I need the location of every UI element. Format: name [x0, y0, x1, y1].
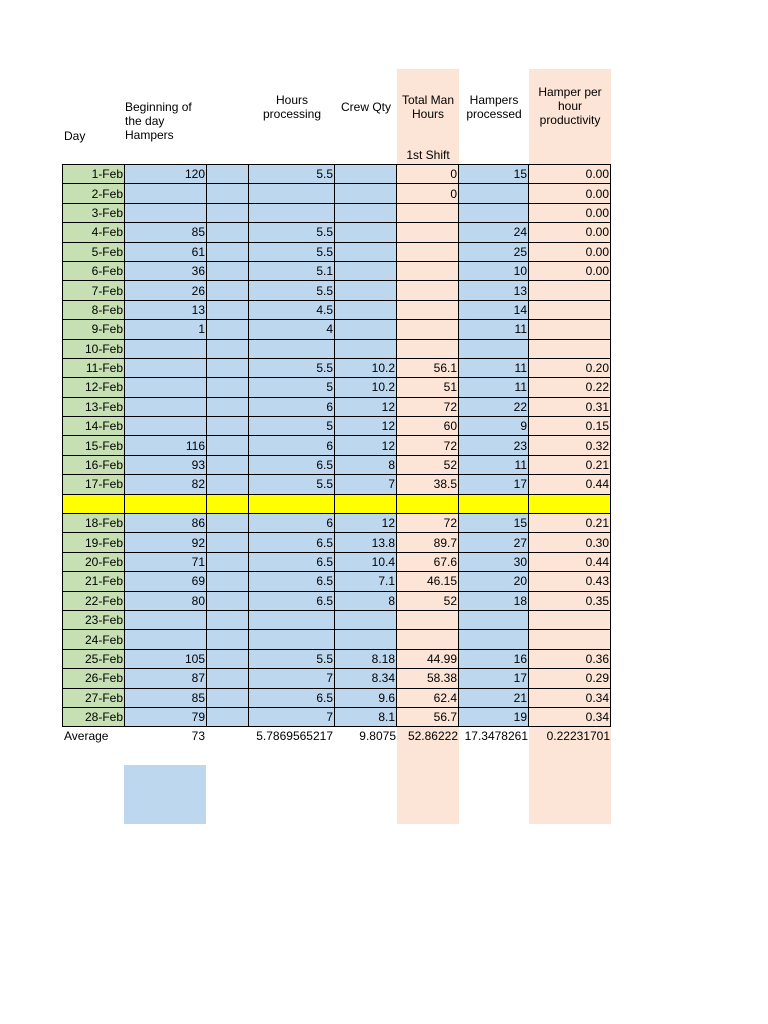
cell-productivity[interactable]	[529, 339, 611, 358]
cell-productivity[interactable]: 0.21	[529, 514, 611, 533]
cell-total-man-hours[interactable]: 72	[397, 397, 459, 416]
cell-blank[interactable]	[207, 378, 249, 397]
cell-total-man-hours[interactable]: 62.4	[397, 688, 459, 707]
cell-blank[interactable]	[207, 707, 249, 726]
cell-total-man-hours[interactable]	[397, 610, 459, 629]
cell-blank[interactable]	[207, 358, 249, 377]
table-row	[63, 455, 611, 474]
cell-hampers-processed[interactable]: 10	[459, 261, 529, 280]
cell-productivity[interactable]: 0.00	[529, 223, 611, 242]
cell-total-man-hours[interactable]	[397, 242, 459, 261]
cell-crew-qty[interactable]	[335, 203, 397, 222]
cell-productivity[interactable]: 0.31	[529, 397, 611, 416]
cell-total-man-hours[interactable]	[397, 300, 459, 319]
cell-productivity[interactable]: 0.00	[529, 184, 611, 203]
cell-crew-qty[interactable]	[335, 320, 397, 339]
cell-hampers-processed[interactable]: 23	[459, 436, 529, 455]
cell-day[interactable]: 21-Feb	[63, 572, 125, 591]
cell-beginning-hampers[interactable]: 116	[125, 436, 207, 455]
cell-blank[interactable]	[207, 242, 249, 261]
table-row	[63, 261, 611, 280]
cell-beginning-hampers[interactable]	[125, 378, 207, 397]
cell-total-man-hours[interactable]	[397, 339, 459, 358]
cell-day[interactable]: 6-Feb	[63, 261, 125, 280]
table-row	[63, 320, 611, 339]
cell-beginning-hampers[interactable]	[125, 610, 207, 629]
cell-beginning-hampers[interactable]	[125, 184, 207, 203]
cell-crew-qty[interactable]: 8.18	[335, 649, 397, 668]
cell-hampers-processed[interactable]: 22	[459, 397, 529, 416]
cell-beginning-hampers[interactable]	[125, 203, 207, 222]
cell-productivity[interactable]: 0.30	[529, 533, 611, 552]
cell-beginning-hampers[interactable]	[125, 494, 207, 513]
cell-crew-qty[interactable]: 13.8	[335, 533, 397, 552]
cell-hours-processing[interactable]: 6.5	[249, 572, 335, 591]
cell-blank[interactable]	[207, 669, 249, 688]
cell-day[interactable]: 19-Feb	[63, 533, 125, 552]
table-row	[63, 397, 611, 416]
cell-total-man-hours[interactable]: 52	[397, 591, 459, 610]
cell-hours-processing[interactable]: 6	[249, 436, 335, 455]
cell-hampers-processed[interactable]: 24	[459, 223, 529, 242]
cell-hours-processing[interactable]	[249, 184, 335, 203]
cell-crew-qty[interactable]: 10.2	[335, 378, 397, 397]
cell-hours-processing[interactable]: 5.5	[249, 358, 335, 377]
cell-total-man-hours[interactable]	[397, 203, 459, 222]
table-row	[63, 184, 611, 203]
cell-hampers-processed[interactable]: 18	[459, 591, 529, 610]
cell-day[interactable]	[63, 494, 125, 513]
cell-hampers-processed[interactable]: 11	[459, 358, 529, 377]
cell-crew-qty[interactable]: 12	[335, 397, 397, 416]
cell-blank[interactable]	[207, 320, 249, 339]
cell-blank[interactable]	[207, 417, 249, 436]
cell-day[interactable]: 24-Feb	[63, 630, 125, 649]
cell-productivity[interactable]: 0.00	[529, 242, 611, 261]
cell-productivity[interactable]: 0.22	[529, 378, 611, 397]
cell-hours-processing[interactable]: 5	[249, 378, 335, 397]
cell-hampers-processed[interactable]: 15	[459, 514, 529, 533]
header-beginning: Beginning of the day Hampers	[125, 100, 192, 142]
table-row	[63, 203, 611, 222]
cell-hampers-processed[interactable]: 27	[459, 533, 529, 552]
cell-day[interactable]: 1-Feb	[63, 165, 125, 184]
average-total-man-hours: 52.86222	[407, 729, 458, 743]
cell-total-man-hours[interactable]: 38.5	[397, 475, 459, 494]
cell-crew-qty[interactable]	[335, 494, 397, 513]
cell-hampers-processed[interactable]: 11	[459, 378, 529, 397]
cell-productivity[interactable]	[529, 320, 611, 339]
cell-beginning-hampers[interactable]: 79	[125, 707, 207, 726]
cell-blank[interactable]	[207, 203, 249, 222]
cell-crew-qty[interactable]	[335, 184, 397, 203]
cell-hours-processing[interactable]: 4.5	[249, 300, 335, 319]
table-row	[63, 242, 611, 261]
cell-hours-processing[interactable]: 5.5	[249, 165, 335, 184]
cell-total-man-hours[interactable]: 67.6	[397, 552, 459, 571]
cell-blank[interactable]	[207, 300, 249, 319]
cell-beginning-hampers[interactable]: 13	[125, 300, 207, 319]
cell-hampers-processed[interactable]: 9	[459, 417, 529, 436]
cell-hours-processing[interactable]: 6	[249, 514, 335, 533]
table-row	[63, 475, 611, 494]
cell-hours-processing[interactable]: 7	[249, 707, 335, 726]
table-row	[63, 533, 611, 552]
cell-day[interactable]: 10-Feb	[63, 339, 125, 358]
cell-day[interactable]: 28-Feb	[63, 707, 125, 726]
table-row	[63, 610, 611, 629]
cell-total-man-hours[interactable]: 46.15	[397, 572, 459, 591]
cell-total-man-hours[interactable]	[397, 630, 459, 649]
cell-hours-processing[interactable]: 5.5	[249, 223, 335, 242]
cell-hours-processing[interactable]	[249, 610, 335, 629]
cell-hampers-processed[interactable]: 30	[459, 552, 529, 571]
cell-blank[interactable]	[207, 514, 249, 533]
cell-day[interactable]: 3-Feb	[63, 203, 125, 222]
cell-beginning-hampers[interactable]: 71	[125, 552, 207, 571]
cell-hampers-processed[interactable]	[459, 494, 529, 513]
cell-day[interactable]: 18-Feb	[63, 514, 125, 533]
cell-hours-processing[interactable]	[249, 494, 335, 513]
cell-hours-processing[interactable]: 6.5	[249, 455, 335, 474]
cell-productivity[interactable]	[529, 610, 611, 629]
table-row	[63, 572, 611, 591]
cell-crew-qty[interactable]	[335, 165, 397, 184]
cell-total-man-hours[interactable]: 51	[397, 378, 459, 397]
cell-hampers-processed[interactable]	[459, 203, 529, 222]
cell-productivity[interactable]: 0.44	[529, 475, 611, 494]
cell-productivity[interactable]: 0.34	[529, 688, 611, 707]
cell-crew-qty[interactable]: 7.1	[335, 572, 397, 591]
cell-total-man-hours[interactable]: 58.38	[397, 669, 459, 688]
cell-blank[interactable]	[207, 436, 249, 455]
header-hours-processing: Hours processing	[262, 93, 322, 121]
cell-beginning-hampers[interactable]: 1	[125, 320, 207, 339]
header-day: Day	[64, 129, 86, 143]
cell-day[interactable]: 9-Feb	[63, 320, 125, 339]
cell-blank[interactable]	[207, 397, 249, 416]
table-row	[63, 436, 611, 455]
cell-hours-processing[interactable]: 5.1	[249, 261, 335, 280]
cell-productivity[interactable]: 0.36	[529, 649, 611, 668]
cell-day[interactable]: 25-Feb	[63, 649, 125, 668]
cell-blank[interactable]	[207, 649, 249, 668]
table-row	[63, 552, 611, 571]
cell-hampers-processed[interactable]: 21	[459, 688, 529, 707]
cell-day[interactable]: 5-Feb	[63, 242, 125, 261]
cell-beginning-hampers[interactable]: 69	[125, 572, 207, 591]
cell-hampers-processed[interactable]: 11	[459, 320, 529, 339]
cell-productivity[interactable]: 0.15	[529, 417, 611, 436]
cell-day[interactable]: 2-Feb	[63, 184, 125, 203]
cell-day[interactable]: 23-Feb	[63, 610, 125, 629]
cell-beginning-hampers[interactable]: 105	[125, 649, 207, 668]
cell-day[interactable]: 12-Feb	[63, 378, 125, 397]
cell-productivity[interactable]: 0.32	[529, 436, 611, 455]
cell-blank[interactable]	[207, 223, 249, 242]
blue-swatch	[124, 765, 206, 824]
table-row	[63, 358, 611, 377]
cell-productivity[interactable]: 0.00	[529, 261, 611, 280]
cell-beginning-hampers[interactable]: 85	[125, 688, 207, 707]
cell-beginning-hampers[interactable]	[125, 397, 207, 416]
cell-hours-processing[interactable]: 6.5	[249, 552, 335, 571]
cell-crew-qty[interactable]: 7	[335, 475, 397, 494]
cell-total-man-hours[interactable]: 0	[397, 184, 459, 203]
cell-total-man-hours[interactable]	[397, 320, 459, 339]
cell-hampers-processed[interactable]: 14	[459, 300, 529, 319]
cell-crew-qty[interactable]: 12	[335, 436, 397, 455]
cell-day[interactable]: 8-Feb	[63, 300, 125, 319]
cell-productivity[interactable]	[529, 281, 611, 300]
cell-day[interactable]: 17-Feb	[63, 475, 125, 494]
table-row	[63, 688, 611, 707]
cell-hampers-processed[interactable]	[459, 610, 529, 629]
cell-productivity[interactable]: 0.20	[529, 358, 611, 377]
cell-day[interactable]: 7-Feb	[63, 281, 125, 300]
data-table	[62, 164, 611, 727]
cell-crew-qty[interactable]: 10.4	[335, 552, 397, 571]
cell-blank[interactable]	[207, 184, 249, 203]
cell-crew-qty[interactable]: 8	[335, 455, 397, 474]
cell-total-man-hours[interactable]: 72	[397, 514, 459, 533]
cell-day[interactable]: 16-Feb	[63, 455, 125, 474]
cell-hampers-processed[interactable]: 19	[459, 707, 529, 726]
table-row	[63, 630, 611, 649]
cell-productivity[interactable]: 0.44	[529, 552, 611, 571]
cell-productivity[interactable]	[529, 300, 611, 319]
cell-beginning-hampers[interactable]	[125, 630, 207, 649]
average-hours: 5.7869565217	[256, 729, 333, 743]
cell-crew-qty[interactable]: 9.6	[335, 688, 397, 707]
cell-beginning-hampers[interactable]: 120	[125, 165, 207, 184]
cell-day[interactable]: 14-Feb	[63, 417, 125, 436]
cell-hours-processing[interactable]: 5.5	[249, 242, 335, 261]
cell-hours-processing[interactable]: 5.5	[249, 281, 335, 300]
cell-crew-qty[interactable]	[335, 300, 397, 319]
table-row	[63, 300, 611, 319]
cell-blank[interactable]	[207, 591, 249, 610]
cell-day[interactable]: 13-Feb	[63, 397, 125, 416]
cell-hampers-processed[interactable]: 11	[459, 455, 529, 474]
cell-blank[interactable]	[207, 455, 249, 474]
cell-hampers-processed[interactable]: 13	[459, 281, 529, 300]
header-total-man-hours: Total Man Hours	[401, 93, 455, 121]
cell-beginning-hampers[interactable]: 36	[125, 261, 207, 280]
average-label: Average	[64, 729, 109, 743]
cell-day[interactable]: 22-Feb	[63, 591, 125, 610]
cell-hours-processing[interactable]	[249, 630, 335, 649]
cell-hours-processing[interactable]: 6	[249, 397, 335, 416]
cell-blank[interactable]	[207, 261, 249, 280]
cell-total-man-hours[interactable]	[397, 261, 459, 280]
cell-productivity[interactable]: 0.35	[529, 591, 611, 610]
cell-blank[interactable]	[207, 339, 249, 358]
cell-hampers-processed[interactable]	[459, 630, 529, 649]
cell-beginning-hampers[interactable]: 82	[125, 475, 207, 494]
cell-beginning-hampers[interactable]: 87	[125, 669, 207, 688]
cell-crew-qty[interactable]	[335, 261, 397, 280]
table-row	[63, 514, 611, 533]
header-crew-qty: Crew Qty	[340, 100, 391, 114]
cell-hampers-processed[interactable]: 16	[459, 649, 529, 668]
table-row	[63, 165, 611, 184]
cell-total-man-hours[interactable]: 0	[397, 165, 459, 184]
cell-hampers-processed[interactable]	[459, 339, 529, 358]
cell-blank[interactable]	[207, 475, 249, 494]
cell-productivity[interactable]: 0.29	[529, 669, 611, 688]
cell-blank[interactable]	[207, 281, 249, 300]
average-crew: 9.8075	[359, 729, 396, 743]
cell-crew-qty[interactable]: 10.2	[335, 358, 397, 377]
cell-total-man-hours[interactable]: 60	[397, 417, 459, 436]
cell-hours-processing[interactable]: 5.5	[249, 475, 335, 494]
cell-beginning-hampers[interactable]: 80	[125, 591, 207, 610]
cell-total-man-hours[interactable]: 56.7	[397, 707, 459, 726]
cell-crew-qty[interactable]	[335, 339, 397, 358]
average-productivity: 0.22231701	[546, 729, 610, 743]
cell-productivity[interactable]: 0.34	[529, 707, 611, 726]
cell-productivity[interactable]: 0.00	[529, 203, 611, 222]
cell-crew-qty[interactable]	[335, 610, 397, 629]
cell-total-man-hours[interactable]: 56.1	[397, 358, 459, 377]
cell-crew-qty[interactable]	[335, 630, 397, 649]
cell-beginning-hampers[interactable]: 86	[125, 514, 207, 533]
cell-hours-processing[interactable]: 4	[249, 320, 335, 339]
cell-blank[interactable]	[207, 572, 249, 591]
cell-hours-processing[interactable]: 6.5	[249, 591, 335, 610]
header-hampers-processed: Hampers processed	[466, 93, 522, 121]
shift-label: 1st Shift	[406, 148, 450, 162]
cell-total-man-hours[interactable]	[397, 494, 459, 513]
cell-day[interactable]: 15-Feb	[63, 436, 125, 455]
cell-beginning-hampers[interactable]: 92	[125, 533, 207, 552]
cell-beginning-hampers[interactable]	[125, 358, 207, 377]
cell-blank[interactable]	[207, 630, 249, 649]
cell-crew-qty[interactable]	[335, 223, 397, 242]
cell-day[interactable]: 27-Feb	[63, 688, 125, 707]
cell-hampers-processed[interactable]: 17	[459, 669, 529, 688]
cell-blank[interactable]	[207, 165, 249, 184]
cell-productivity[interactable]: 0.43	[529, 572, 611, 591]
cell-day[interactable]: 4-Feb	[63, 223, 125, 242]
cell-total-man-hours[interactable]: 52	[397, 455, 459, 474]
cell-blank[interactable]	[207, 533, 249, 552]
cell-crew-qty[interactable]: 8.1	[335, 707, 397, 726]
cell-total-man-hours[interactable]: 89.7	[397, 533, 459, 552]
cell-crew-qty[interactable]	[335, 281, 397, 300]
cell-day[interactable]: 20-Feb	[63, 552, 125, 571]
cell-hampers-processed[interactable]: 20	[459, 572, 529, 591]
cell-hampers-processed[interactable]: 15	[459, 165, 529, 184]
cell-blank[interactable]	[207, 494, 249, 513]
cell-crew-qty[interactable]: 12	[335, 417, 397, 436]
cell-hampers-processed[interactable]	[459, 184, 529, 203]
cell-hours-processing[interactable]: 5	[249, 417, 335, 436]
cell-day[interactable]: 11-Feb	[63, 358, 125, 377]
table-row	[63, 669, 611, 688]
average-hampers: 17.3478261	[464, 729, 528, 743]
cell-hours-processing[interactable]: 7	[249, 669, 335, 688]
cell-hours-processing[interactable]	[249, 339, 335, 358]
header-productivity: Hamper per hour productivity	[538, 85, 602, 127]
cell-hours-processing[interactable]: 6.5	[249, 533, 335, 552]
table-row	[63, 281, 611, 300]
table-row	[63, 591, 611, 610]
cell-day[interactable]: 26-Feb	[63, 669, 125, 688]
cell-beginning-hampers[interactable]: 93	[125, 455, 207, 474]
table-row	[63, 378, 611, 397]
cell-hours-processing[interactable]	[249, 203, 335, 222]
cell-crew-qty[interactable]: 8	[335, 591, 397, 610]
cell-hours-processing[interactable]: 6.5	[249, 688, 335, 707]
cell-productivity[interactable]: 0.21	[529, 455, 611, 474]
cell-productivity[interactable]	[529, 630, 611, 649]
cell-beginning-hampers[interactable]: 85	[125, 223, 207, 242]
cell-blank[interactable]	[207, 688, 249, 707]
table-row	[63, 223, 611, 242]
cell-crew-qty[interactable]: 12	[335, 514, 397, 533]
cell-beginning-hampers[interactable]	[125, 417, 207, 436]
table-row	[63, 707, 611, 726]
cell-hampers-processed[interactable]: 25	[459, 242, 529, 261]
cell-beginning-hampers[interactable]: 26	[125, 281, 207, 300]
cell-crew-qty[interactable]: 8.34	[335, 669, 397, 688]
cell-beginning-hampers[interactable]	[125, 339, 207, 358]
table-row	[63, 417, 611, 436]
cell-total-man-hours[interactable]	[397, 223, 459, 242]
highlight-separator-row	[63, 494, 611, 513]
table-row	[63, 649, 611, 668]
cell-total-man-hours[interactable]: 72	[397, 436, 459, 455]
cell-total-man-hours[interactable]: 44.99	[397, 649, 459, 668]
cell-blank[interactable]	[207, 610, 249, 629]
cell-hampers-processed[interactable]: 17	[459, 475, 529, 494]
cell-hours-processing[interactable]: 5.5	[249, 649, 335, 668]
cell-blank[interactable]	[207, 552, 249, 571]
cell-beginning-hampers[interactable]: 61	[125, 242, 207, 261]
cell-productivity[interactable]	[529, 494, 611, 513]
cell-total-man-hours[interactable]	[397, 281, 459, 300]
average-beginning: 73	[191, 729, 205, 743]
table-row	[63, 339, 611, 358]
cell-productivity[interactable]: 0.00	[529, 165, 611, 184]
cell-crew-qty[interactable]	[335, 242, 397, 261]
